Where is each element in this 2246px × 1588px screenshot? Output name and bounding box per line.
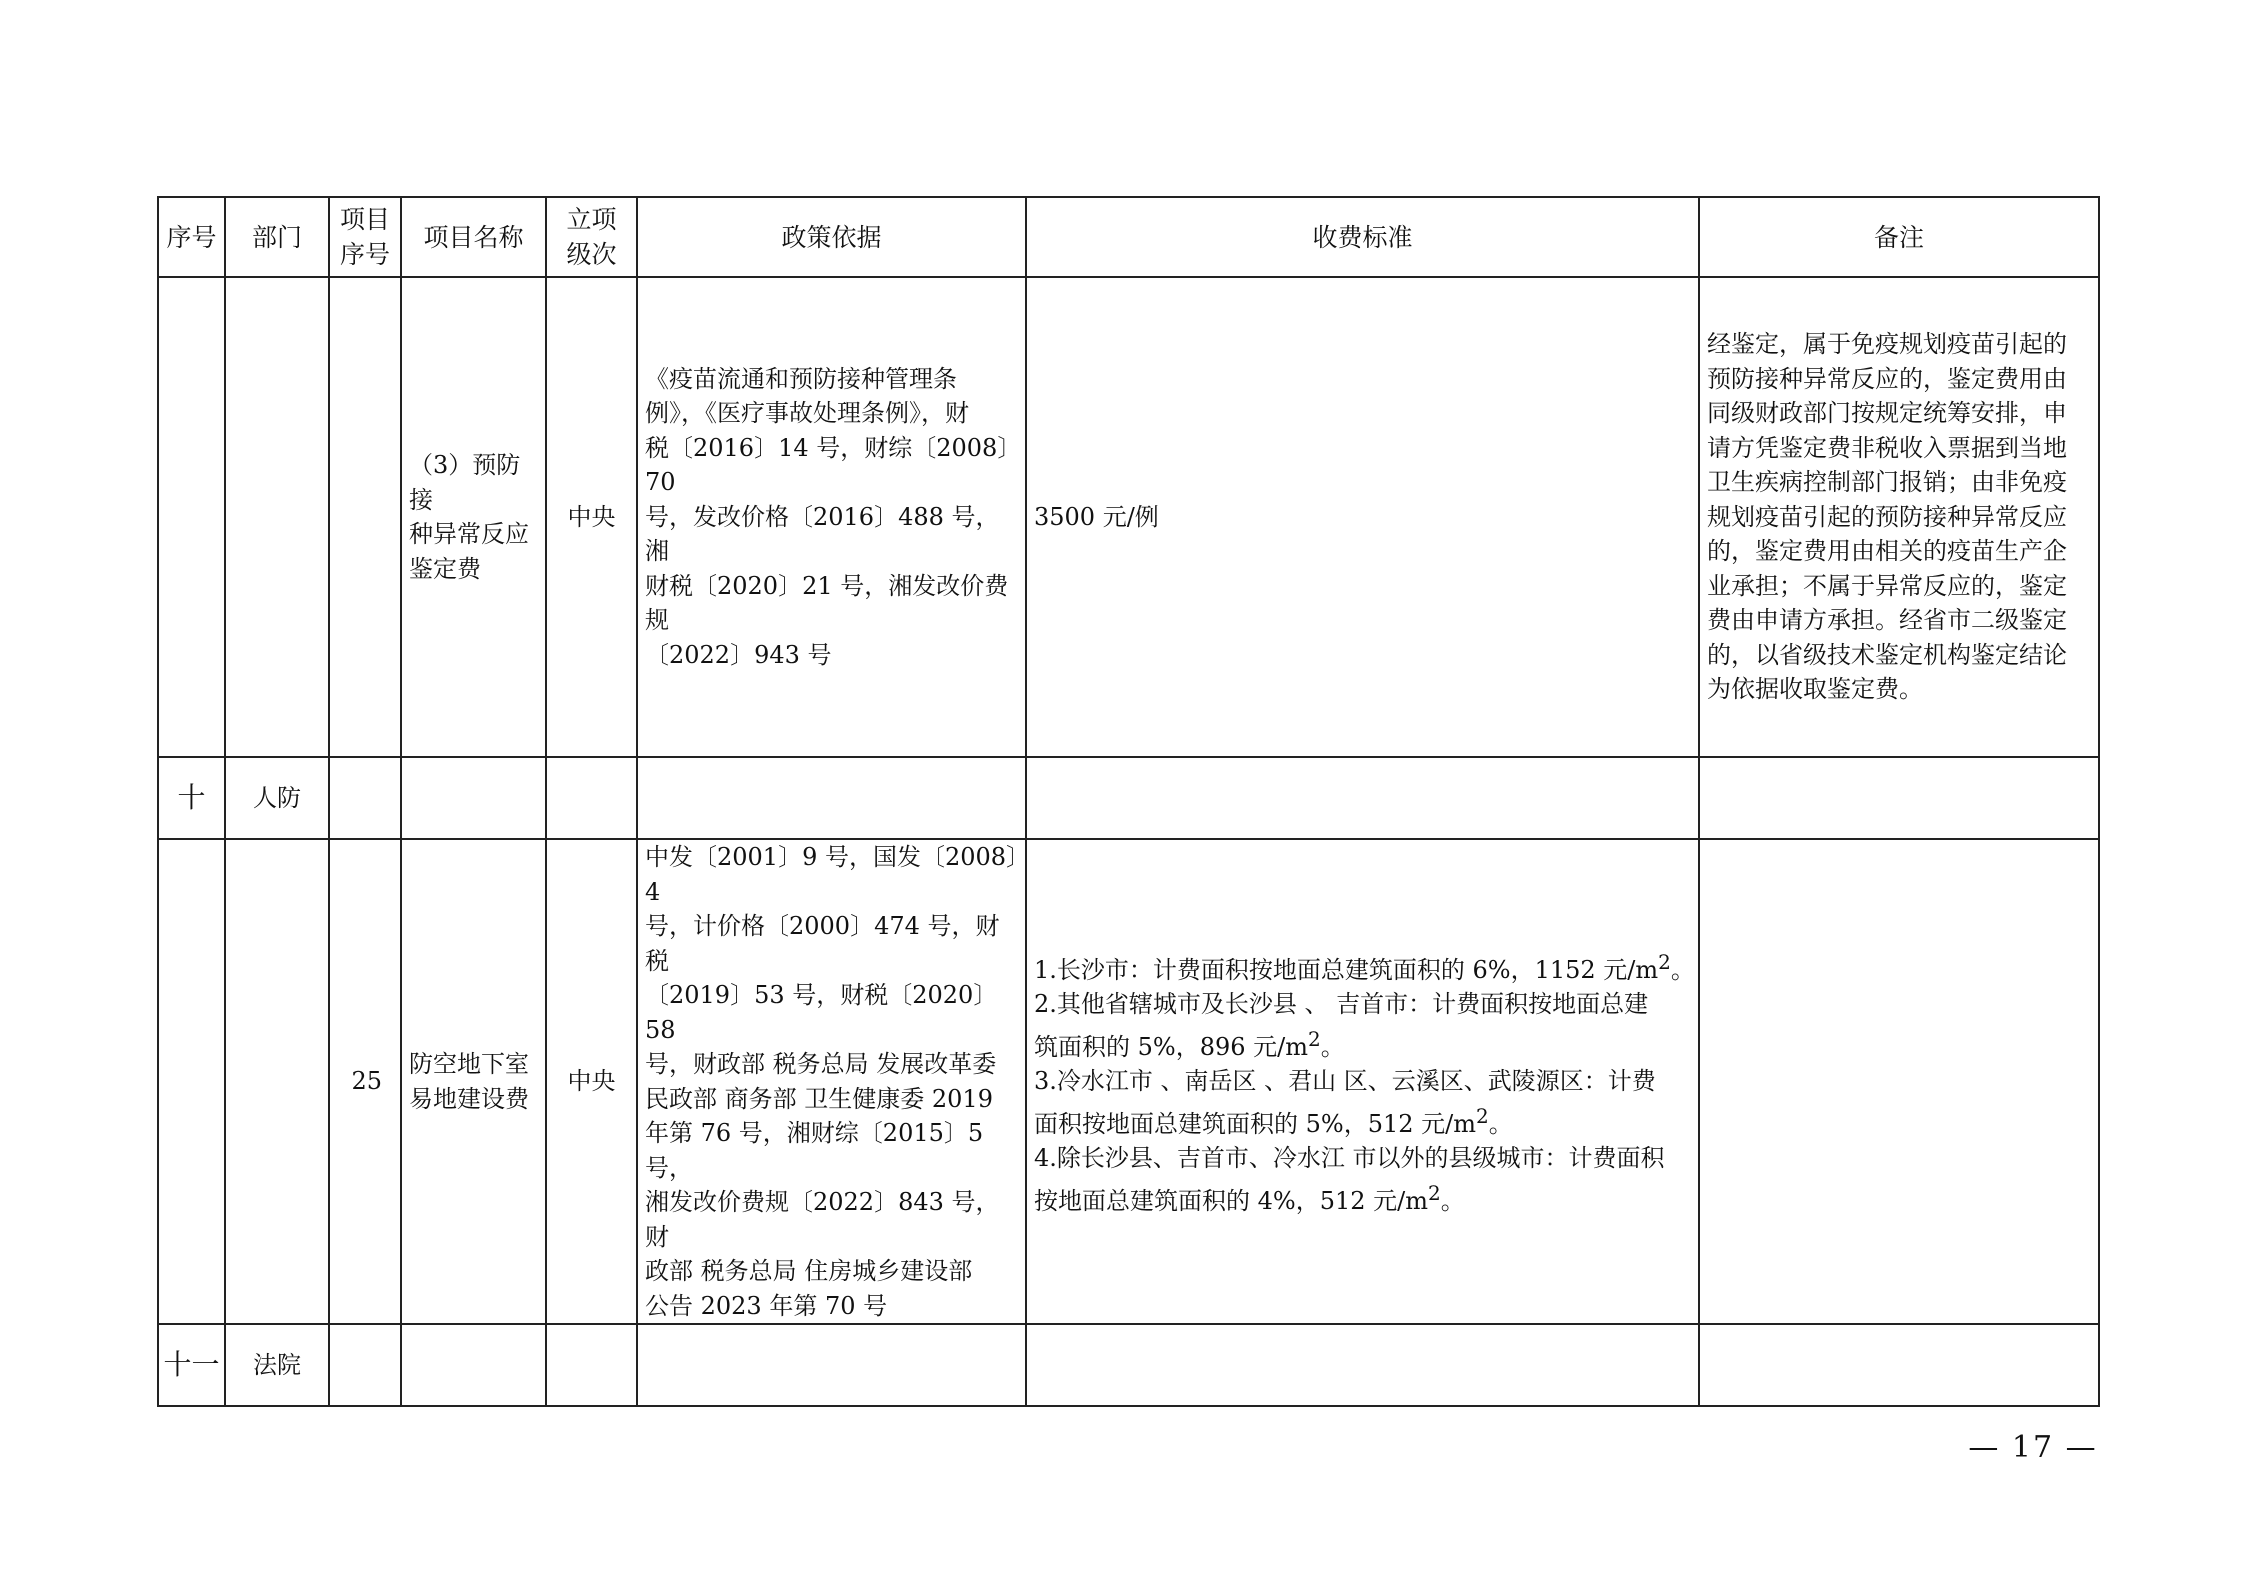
row-court-empty [401, 1324, 546, 1406]
table-row [158, 757, 2099, 839]
standard-line: 筑面积的 5%，896 元$/m^2$。 [1034, 1026, 1345, 1061]
standard-line: 2.其他省辖城市及长沙县 、 吉首市：计费面积按地面总建 [1034, 990, 1649, 1019]
row-air-defense-dept [225, 839, 329, 1324]
table-row [158, 839, 2099, 1324]
header-remark: 备注 [1699, 197, 2099, 277]
row-vaccine-item-name: （3）预防接 种异常反应 鉴定费 [401, 277, 546, 757]
header-standard: 收费标准 [1026, 197, 1699, 277]
row-court-empty [1699, 1324, 2099, 1406]
row-court-empty [1026, 1324, 1699, 1406]
row-air-defense-level: 中央 [546, 839, 637, 1324]
header-item-name: 项目名称 [401, 197, 546, 277]
row-civil-defense-empty [401, 757, 546, 839]
standard-line: 1.长沙市：计费面积按地面总建筑面积的 6%，1152 元$/m^2$。 [1034, 949, 1695, 984]
row-air-defense-standard [1026, 839, 1699, 1324]
standard-line: 面积按地面总建筑面积的 5%，512 元$/m^2$。 [1034, 1103, 1513, 1138]
row-civil-defense-dept: 人防 [225, 757, 329, 839]
table-row [158, 1324, 2099, 1406]
row-vaccine-level: 中央 [546, 277, 637, 757]
row-air-defense-seq [158, 839, 225, 1324]
row-court-empty [637, 1324, 1026, 1406]
row-civil-defense-empty [546, 757, 637, 839]
row-vaccine-remark: 经鉴定，属于免疫规划疫苗引起的 预防接种异常反应的，鉴定费用由 同级财政部门按规定统筹安排，申 请方凭鉴定费非税收入票据到当地 卫生疾病控制部门报销；由非免疫 规划疫苗引起的预防接种异常反应 的，鉴定费用由相关的疫苗生产企 业承担；不属于异常反应的，鉴定 费由申请方承担。经省市二级鉴定 的，以省级技术鉴定机构鉴定结论 为依据收取鉴定费。 [1699, 277, 2099, 757]
standard-line: 4.除长沙县、吉首市、冷水江 市以外的县级城市：计费面积 [1034, 1144, 1665, 1173]
page-number: — 17 — [1968, 1430, 2098, 1465]
fee-table [157, 196, 2100, 1407]
row-vaccine-item-seq [329, 277, 401, 757]
row-civil-defense-seq: 十 [158, 757, 225, 839]
header-dept: 部门 [225, 197, 329, 277]
row-civil-defense-empty [1026, 757, 1699, 839]
row-vaccine-standard: 3500 元/例 [1026, 277, 1699, 757]
row-civil-defense-empty [1699, 757, 2099, 839]
header-row [158, 197, 2099, 277]
row-civil-defense-empty [329, 757, 401, 839]
row-vaccine-dept [225, 277, 329, 757]
row-court-seq: 十一 [158, 1324, 225, 1406]
header-level: 立项 级次 [546, 197, 637, 277]
standard-line: 按地面总建筑面积的 4%，512 元$/m^2$。 [1034, 1180, 1465, 1215]
header-item-seq: 项目 序号 [329, 197, 401, 277]
row-air-defense-policy: 中发〔2001〕9 号，国发〔2008〕4 号，计价格〔2000〕474 号，财税 〔2019〕53 号，财税〔2020〕58 号，财政部 税务总局 发展改革委 民政部 商务部 卫生健康委 2019 年第 76 号，湘财综〔2015〕5 号， 湘发改价费规〔2022〕843 号，财 政部 税务总局 住房城乡建设部 公告 2023 年第 70 号 [637, 839, 1026, 1324]
header-seq: 序号 [158, 197, 225, 277]
row-air-defense-item-seq: 25 [329, 839, 401, 1324]
standard-line: 3.冷水江市 、南岳区 、君山 区、云溪区、武陵源区：计费 [1034, 1067, 1656, 1096]
row-air-defense-remark [1699, 839, 2099, 1324]
row-court-empty [546, 1324, 637, 1406]
row-air-defense-item-name: 防空地下室 易地建设费 [401, 839, 546, 1324]
header-policy: 政策依据 [637, 197, 1026, 277]
table-row [158, 277, 2099, 757]
row-vaccine-policy: 《疫苗流通和预防接种管理条 例》，《医疗事故处理条例》，财 税〔2016〕14 号，财综〔2008〕70 号，发改价格〔2016〕488 号，湘 财税〔2020〕21 号，湘发改价费规 〔2022〕943 号 [637, 277, 1026, 757]
row-civil-defense-empty [637, 757, 1026, 839]
row-court-dept: 法院 [225, 1324, 329, 1406]
row-court-empty [329, 1324, 401, 1406]
row-vaccine-seq [158, 277, 225, 757]
